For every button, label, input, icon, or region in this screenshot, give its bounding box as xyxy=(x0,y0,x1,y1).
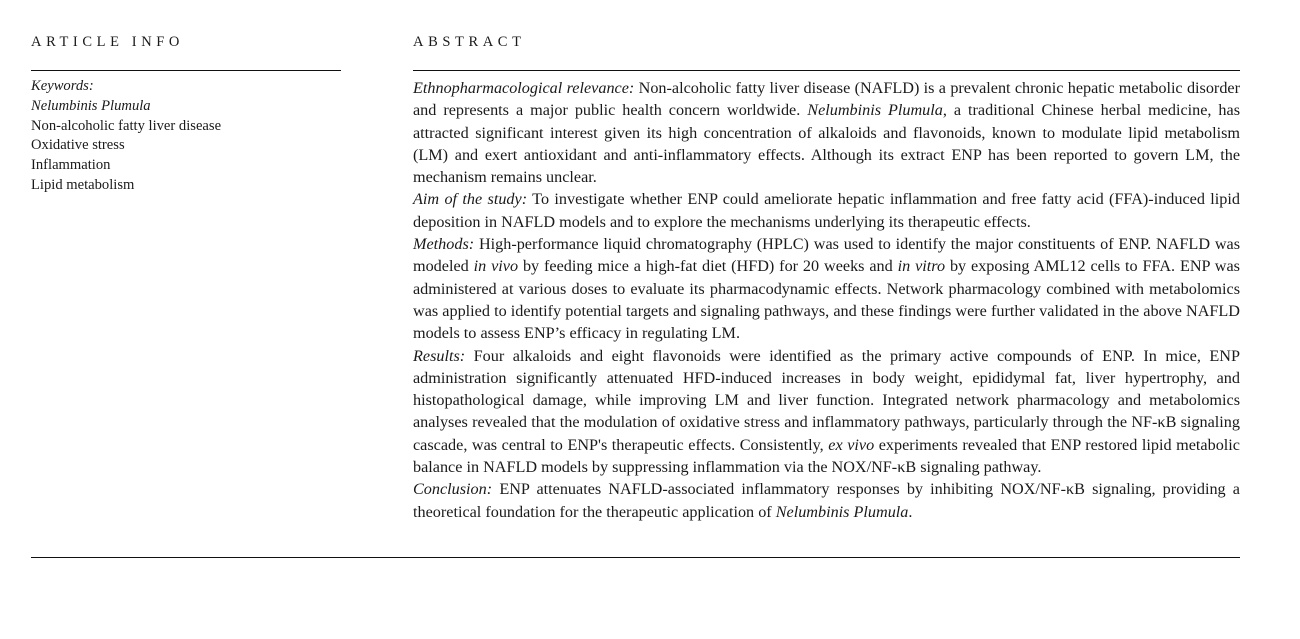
abstract-body xyxy=(413,77,1240,523)
section-text: , a traditional Chinese herbal medicine, has attracted significant interest given its high concentration of alkaloids and flavonoids, known to modulate lipid metabolism (LM) and exert antioxidant and anti-inflammatory effects. Although its extract ENP has been reported to govern LM, the mechanism remains unclear. xyxy=(413,101,1241,187)
abstract-section-relevance xyxy=(413,77,1240,188)
article-info-divider xyxy=(31,70,341,71)
section-text: experiments revealed that ENP restored lipid metabolic balance in NAFLD models by suppressing inflammation via the NOX/NF-κB signaling pathway. xyxy=(413,435,1240,477)
section-text: High-performance liquid chromatography (HPLC) was used to identify the major constituents of ENP. NAFLD was modeled xyxy=(413,235,1240,276)
article-info-heading: ARTICLE INFO xyxy=(31,34,185,50)
italic-term: Nelumbinis Plumula xyxy=(807,101,943,120)
abstract-heading: ABSTRACT xyxy=(413,34,526,50)
abstract-section-methods xyxy=(413,233,1240,344)
italic-term: ex vivo xyxy=(828,435,875,454)
keyword-item: Nelumbinis Plumula xyxy=(31,97,151,114)
section-text: Four alkaloids and eight flavonoids were identified as the primary active compounds of ENP. In mice, ENP administration significantly attenuated HFD-induced increases in body weight, epididymal fat, liver hypertrophy, and histopathological damage, while improving LM and liver function. Integrated network pharmacology and metabolomics analyses revealed that the modulation of oxidative stress and inflammatory pathways, particularly through the NF-κB signaling cascade, was central to ENP's therapeutic effects. Consistently, xyxy=(413,346,1240,454)
abstract-section-conclusion xyxy=(413,478,1240,523)
italic-term: in vivo xyxy=(473,257,519,276)
section-text: Non-alcoholic fatty liver disease (NAFLD) is a prevalent chronic hepatic metabolic disorder and represents a major public health concern worldwide. xyxy=(413,79,1240,120)
keyword-item: Inflammation xyxy=(31,157,111,174)
abstract-section-aim xyxy=(413,188,1240,233)
section-text: . xyxy=(908,502,913,521)
abstract-section-results xyxy=(413,345,1240,479)
section-text: To investigate whether ENP could ameliorate hepatic inflammation and free fatty acid (FFA)-induced lipid deposition in NAFLD models and to explore the mechanisms underlying its therapeutic effects. xyxy=(413,190,1240,231)
italic-term: in vitro xyxy=(897,257,946,276)
section-text: by feeding mice a high-fat diet (HFD) for 20 weeks and xyxy=(518,257,898,276)
abstract-divider xyxy=(413,70,1240,71)
section-label: Results: xyxy=(413,346,466,365)
keywords-list xyxy=(31,77,341,196)
section-label: Methods: xyxy=(413,235,475,254)
section-label: Ethnopharmacological relevance: xyxy=(413,79,635,97)
keyword-item: Oxidative stress xyxy=(31,137,125,154)
section-text: by exposing AML12 cells to FFA. ENP was administered at various doses to evaluate its pharmacodynamic effects. Network pharmacology combined with metabolomics was applied to identify potential targets and signaling pathways, and these findings were further validated in the above NAFLD models to assess ENP’s efficacy in regulating LM. xyxy=(413,257,1240,343)
keyword-item: Non-alcoholic fatty liver disease xyxy=(31,117,222,134)
section-label: Aim of the study: xyxy=(413,190,528,209)
italic-term: Nelumbinis Plumula xyxy=(775,502,909,521)
keyword-item: Lipid metabolism xyxy=(31,176,135,193)
section-label: Conclusion: xyxy=(413,480,493,499)
section-text: ENP attenuates NAFLD-associated inflammatory responses by inhibiting NOX/NF-κB signaling, providing a theoretical foundation for the therapeutic application of xyxy=(413,480,1240,521)
abstract-bottom-divider xyxy=(31,557,1240,558)
keywords-label: Keywords: xyxy=(31,78,94,94)
